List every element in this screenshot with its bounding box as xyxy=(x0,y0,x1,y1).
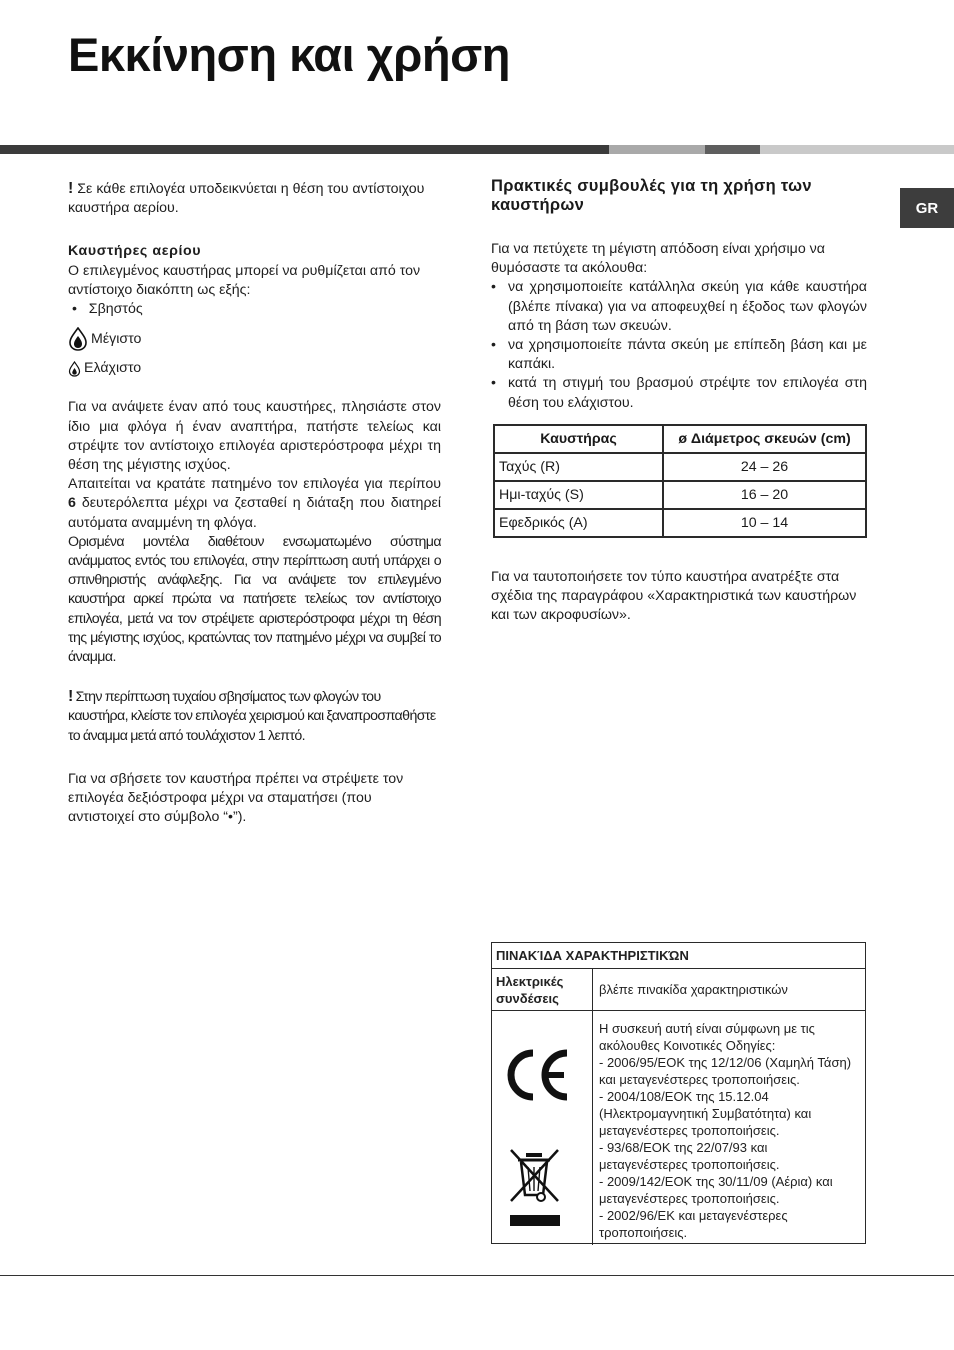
burner-name: Ταχύς (R) xyxy=(494,453,663,481)
mode-off xyxy=(68,300,441,319)
hold-instructions xyxy=(68,475,441,533)
header-stripe-mid xyxy=(705,145,760,154)
list-item: • να χρησιμοποιείτε κατάλληλα σκεύη για κάθε καυστήρα (βλέπε πίνακα) για να αποφευχθεί η έξοδος των φλογών από τη βάση των σκευών. xyxy=(491,278,867,336)
directives-text xyxy=(593,1011,865,1245)
table-row xyxy=(494,481,866,509)
practical-tips-title: Πρακτικές συμβουλές για τη χρήση των καυστήρων xyxy=(491,177,812,214)
large-flame-icon xyxy=(68,327,88,351)
mode-off-label: Σβηστός xyxy=(88,301,143,318)
header-stripe-pale xyxy=(760,145,954,154)
warning-text: Στην περίπτωση τυχαίου σβησίματος των φλογών του καυστήρα, κλείστε τον επιλογέα χειρισμού και ξαναπροσπαθήστε το άναμμα μετά από τουλάχιστον 1 λεπτό. xyxy=(68,689,436,744)
small-flame-icon xyxy=(68,361,81,377)
directive-line: Η συσκευή αυτή είναι σύμφωνη με τις ακόλουθες Κοινοτικές Οδηγίες: xyxy=(599,1021,815,1053)
spark-ignition-instructions: Ορισμένα μοντέλα διαθέτουν ενσωματωμένο σύστημα ανάμματος εντός του επιλογέα, στην περίπτωση αυτή υπάρχει ο σπινθηριστής ανάφλεξης. Για να ανάψετε τον επιλεγμένο καυστήρα αρκεί πρώτα να πατήσετε τελείως τον αντίστοιχο επιλογέα, μετά να τον στρέψετε αριστερόστροφα μέχρι τη θέση της μέγιστης ισχύος, κρατώντας τον πατημένο μέχρι να συμβεί το άναμμα. xyxy=(68,533,441,666)
warning-note-selector xyxy=(68,179,441,218)
burner-name: Ημι-ταχύς (S) xyxy=(494,481,663,509)
electrical-connections-row xyxy=(492,969,865,1011)
gas-burners-intro: Ο επιλεγμένος καυστήρας μπορεί να ρυθμίζεται από τον αντίστοιχο διακόπτη ως εξής: xyxy=(68,262,421,298)
tips-intro: Για να πετύχετε τη μέγιστη απόδοση είναι χρήσιμο να θυμόσαστε τα ακόλουθα: xyxy=(491,241,825,277)
directive-line: - 93/68/ΕΟΚ της 22/07/93 και μεταγενέστερες τροποποιήσεις. xyxy=(599,1140,780,1172)
column-header-burner: Καυστήρας xyxy=(494,425,663,453)
electrical-label xyxy=(492,969,593,1010)
hold-text-start: Απαιτείται να κρατάτε πατημένο τον επιλογέα για περίπου xyxy=(68,476,441,493)
burner-type-reference xyxy=(491,568,867,626)
ignite-instructions: Για να ανάψετε έναν από τους καυστήρες, πλησιάστε στον ίδιο μια φλόγα ή έναν αναπτήρα, πατήστε τελείως και στρέψτε τον αντίστοιχο επιλογέα αριστερόστροφα μέχρι τη θέση της μέγιστης ισχύος. xyxy=(68,399,441,474)
specification-plate xyxy=(491,942,866,1244)
directive-line: - 2009/142/ΕΟΚ της 30/11/09 (Αέρια) και μεταγενέστερες τροποποιήσεις. xyxy=(599,1174,833,1206)
warning-mark: ! xyxy=(68,180,74,197)
table-row xyxy=(494,453,866,481)
burner-type-text: Για να ταυτοποιήσετε τον τύπο καυστήρα ανατρέξτε στα σχέδια της παραγράφου «Χαρακτηριστικά των καυστήρων και των ακροφυσίων». xyxy=(491,569,857,624)
warning-text: Σε κάθε επιλογέα υποδεικνύεται η θέση του αντίστοιχου καυστήρα αερίου. xyxy=(68,181,425,217)
burner-name: Εφεδρικός (A) xyxy=(494,509,663,537)
warning-note-extinguish xyxy=(68,687,441,746)
directives-row xyxy=(492,1011,865,1245)
electrical-label-line1: Ηλεκτρικές xyxy=(496,974,564,989)
header-stripe-light xyxy=(609,145,705,154)
directive-line: - 2004/108/ΕΟΚ της 15.12.04 (Ηλεκτρομαγνητική Συμβατότητα) και μεταγενέστερες τροποποιήσεις. xyxy=(599,1089,812,1138)
language-tab: GR xyxy=(900,188,954,228)
mode-max-label: Μέγιστο xyxy=(91,330,142,347)
directive-line: - 2002/96/ΕΚ και μεταγενέστερες τροποποιήσεις. xyxy=(599,1208,788,1240)
compliance-logos xyxy=(492,1011,593,1245)
pan-diameter: 16 – 20 xyxy=(663,481,866,509)
electrical-value: βλέπε πινακίδα χαρακτηριστικών xyxy=(599,982,788,997)
off-dot-icon: • xyxy=(72,301,77,318)
mode-min xyxy=(68,359,441,378)
hold-text-end: δευτερόλεπτα μέχρι να ζεσταθεί η διάταξη που διατηρεί αυτόματα αναμμένη τη φλόγα. xyxy=(68,495,441,531)
table-row xyxy=(494,509,866,537)
warning-mark: ! xyxy=(68,688,73,706)
page-title: Εκκίνηση και χρήση xyxy=(68,28,510,81)
directive-line: - 2006/95/ΕΟΚ της 12/12/06 (Χαμηλή Τάση) και μεταγενέστερες τροποποιήσεις. xyxy=(599,1055,852,1087)
electrical-label-line2: συνδέσεις xyxy=(496,991,559,1006)
column-header-diameter: ø Διάμετρος σκευών (cm) xyxy=(663,425,866,453)
switch-off-instructions: Για να σβήσετε τον καυστήρα πρέπει να στρέψετε τον επιλογέα δεξιόστροφα μέχρι να σταματήσει (που αντιστοιχεί στο σύμβολο “•”). xyxy=(68,770,404,826)
header-stripe-dark xyxy=(0,145,609,154)
footer-rule xyxy=(0,1275,954,1276)
hold-seconds: 6 xyxy=(68,495,76,512)
pan-diameter: 10 – 14 xyxy=(663,509,866,537)
weee-crossed-bin-icon xyxy=(508,1147,564,1229)
table-header-row xyxy=(494,425,866,453)
left-column xyxy=(68,179,441,827)
ce-mark-icon xyxy=(502,1047,570,1103)
list-item: • κατά τη στιγμή του βρασμού στρέψτε τον επιλογέα στη θέση του ελάχιστου. xyxy=(491,374,867,412)
list-item: • να χρησιμοποιείτε πάντα σκεύη με επίπεδη βάση και με καπάκι. xyxy=(491,336,867,374)
burner-diameter-table xyxy=(493,424,867,538)
right-column xyxy=(491,240,867,413)
tips-list xyxy=(491,278,867,412)
pan-diameter: 24 – 26 xyxy=(663,453,866,481)
gas-burners-heading: Καυστήρες αερίου xyxy=(68,243,202,260)
mode-max xyxy=(68,327,441,351)
spec-plate-title: ΠΙΝΑΚΊΔΑ ΧΑΡΑΚΤΗΡΙΣΤΙΚΏΝ xyxy=(492,943,865,969)
mode-min-label: Ελάχιστο xyxy=(84,360,142,377)
